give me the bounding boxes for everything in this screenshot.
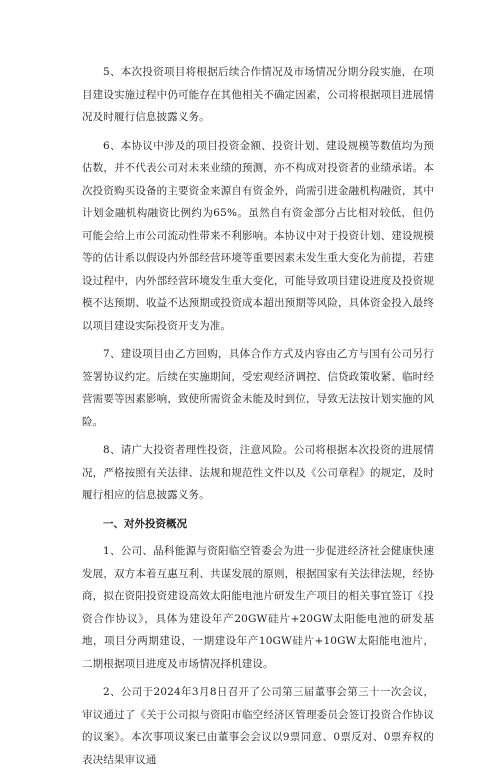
risk-paragraph-6: 6、本协议中涉及的项目投资金额、投资计划、建设规模等数值均为预估数，并不代表公司对未来业绩的预测，亦不构成对投资者的业绩承诺。本次投资购买设备的主要资金来源自有资金外，尚需引进金融机构融资，其中计划金融机构融资比例约为65%。虽然自有资金部分占比相对较低，但仍可能会给上市公司流动性带来不利影响。本协议中对于投资计划、建设规模等的估计系以假设内外部经营环境等重要因素未发生重大变化为前提，若建设过程中，内外部经营环境发生重大变化，可能导致项目建设进度及投资规模不达预期、收益不达预期或投资成本超出预期等风险，具体资金投入最终以项目建设实际投资开支为准。 [82,139,434,332]
overview-paragraph-2: 2、公司于2024年3月8日召开了公司第三届董事会第三十一次会议，审议通过了《关于公司拟与资阳市临空经济区管理委员会签订投资合作协议的议案》。本次事项议案已由董事会会议以9票同意、0票反对、0票弃权的表决结果审议通 [82,686,434,766]
section-heading: 一、对外投资概况 [103,517,187,530]
overview-paragraph-1: 1、公司、晶科能源与资阳临空管委会为进一步促进经济社会健康快速发展，双方本着互惠互利、共谋发展的原则，根据国家有关法律法规，经协商，拟在资阳投资建设高效太阳能电池片研发生产项目的相关事宜签订《投资合作协议》，具体为建设年产20GW硅片+20GW太阳能电池的研发基地，项目分两期建设，一期建设年产10GW硅片+10GW太阳能电池片，二期根据项目进度及市场情况择机建设。 [82,545,434,670]
risk-paragraph-7: 7、建设项目由乙方回购，具体合作方式及内容由乙方与国有公司另行签署协议约定。后续在实施期间，受宏观经济调控、信贷政策收紧、临时经营需要等因素影响，致使所需资金未能及时到位，导致无法按计划实施的风险。 [82,348,434,428]
risk-paragraph-8: 8、请广大投资者理性投资，注意风险。公司将根据本次投资的进展情况，严格按照有关法律、法规和规范性文件以及《公司章程》的规定，及时履行相应的信息披露义务。 [82,444,434,501]
risk-paragraph-5: 5、本次投资项目将根据后续合作情况及市场情况分期分段实施，在项目建设实施过程中仍可能存在其他相关不确定因素，公司将根据项目进展情况及时履行信息披露义务。 [82,66,434,123]
